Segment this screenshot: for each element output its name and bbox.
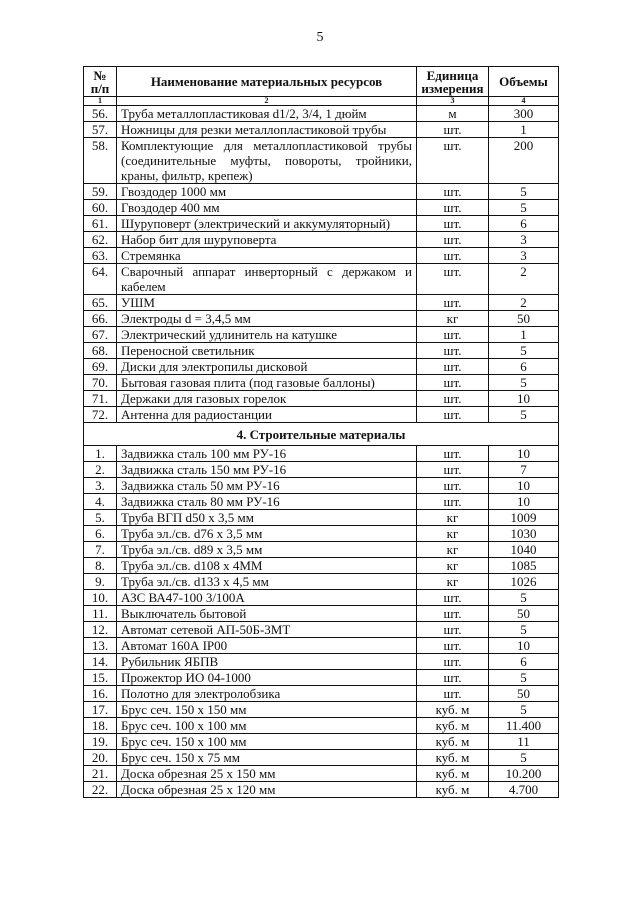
row-number: 9. <box>84 574 117 590</box>
table-row <box>84 106 559 122</box>
row-number: 4. <box>84 494 117 510</box>
resources-table <box>83 66 559 798</box>
volume-value: 10 <box>489 478 559 494</box>
unit-of-measure: шт. <box>417 248 489 264</box>
volume-value: 5 <box>489 590 559 606</box>
resource-name: Брус сеч. 150 х 100 мм <box>117 734 417 750</box>
column-number: 3 <box>417 97 489 106</box>
table-row <box>84 216 559 232</box>
resource-name: Задвижка сталь 80 мм РУ-16 <box>117 494 417 510</box>
resource-name: Рубильник ЯБПВ <box>117 654 417 670</box>
volume-value: 5 <box>489 184 559 200</box>
row-number: 8. <box>84 558 117 574</box>
row-number: 1. <box>84 446 117 462</box>
row-number: 64. <box>84 264 117 295</box>
section-title: 4. Строительные материалы <box>84 423 559 446</box>
row-number: 68. <box>84 343 117 359</box>
table-row <box>84 606 559 622</box>
resource-name: УШМ <box>117 295 417 311</box>
table-row <box>84 232 559 248</box>
row-number: 14. <box>84 654 117 670</box>
row-number: 15. <box>84 670 117 686</box>
unit-of-measure: шт. <box>417 478 489 494</box>
row-number: 57. <box>84 122 117 138</box>
row-number: 56. <box>84 106 117 122</box>
volume-value: 1040 <box>489 542 559 558</box>
table-row <box>84 391 559 407</box>
unit-of-measure: шт. <box>417 606 489 622</box>
table-row <box>84 122 559 138</box>
unit-of-measure: кг <box>417 542 489 558</box>
resource-name: Электрический удлинитель на катушке <box>117 327 417 343</box>
volume-value: 5 <box>489 375 559 391</box>
unit-of-measure: куб. м <box>417 718 489 734</box>
table-row <box>84 542 559 558</box>
volume-value: 6 <box>489 216 559 232</box>
table-row <box>84 574 559 590</box>
row-number: 63. <box>84 248 117 264</box>
unit-of-measure: кг <box>417 311 489 327</box>
unit-of-measure: шт. <box>417 216 489 232</box>
volume-value: 3 <box>489 232 559 248</box>
unit-of-measure: шт. <box>417 654 489 670</box>
volume-value: 7 <box>489 462 559 478</box>
unit-of-measure: шт. <box>417 590 489 606</box>
row-number: 62. <box>84 232 117 248</box>
header-num: № п/п <box>84 67 117 97</box>
unit-of-measure: шт. <box>417 375 489 391</box>
row-number: 17. <box>84 702 117 718</box>
unit-of-measure: куб. м <box>417 766 489 782</box>
volume-value: 5 <box>489 200 559 216</box>
volume-value: 10.200 <box>489 766 559 782</box>
row-number: 67. <box>84 327 117 343</box>
resource-name: Задвижка сталь 150 мм РУ-16 <box>117 462 417 478</box>
row-number: 72. <box>84 407 117 423</box>
volume-value: 6 <box>489 654 559 670</box>
unit-of-measure: шт. <box>417 343 489 359</box>
table-header-row <box>84 67 559 97</box>
resource-name: Ножницы для резки металлопластиковой трубы <box>117 122 417 138</box>
row-number: 10. <box>84 590 117 606</box>
unit-of-measure: куб. м <box>417 734 489 750</box>
volume-value: 50 <box>489 606 559 622</box>
row-number: 70. <box>84 375 117 391</box>
unit-of-measure: шт. <box>417 295 489 311</box>
volume-value: 10 <box>489 446 559 462</box>
section-header-row <box>84 423 559 446</box>
table-row <box>84 702 559 718</box>
table-row <box>84 510 559 526</box>
resource-name: Труба эл./св. d108 х 4ММ <box>117 558 417 574</box>
volume-value: 4.700 <box>489 782 559 798</box>
resource-name: Стремянка <box>117 248 417 264</box>
volume-value: 5 <box>489 407 559 423</box>
unit-of-measure: шт. <box>417 184 489 200</box>
resource-name: Шуруповерт (электрический и аккумуляторный) <box>117 216 417 232</box>
resource-name: Набор бит для шуруповерта <box>117 232 417 248</box>
row-number: 20. <box>84 750 117 766</box>
unit-of-measure: шт. <box>417 670 489 686</box>
unit-of-measure: шт. <box>417 446 489 462</box>
column-numbers-row <box>84 97 559 106</box>
table-row <box>84 638 559 654</box>
unit-of-measure: шт. <box>417 264 489 295</box>
resource-name: Автомат 160А IP00 <box>117 638 417 654</box>
row-number: 12. <box>84 622 117 638</box>
column-number: 4 <box>489 97 559 106</box>
header-unit: Единица измерения <box>417 67 489 97</box>
resource-name: Бытовая газовая плита (под газовые баллоны) <box>117 375 417 391</box>
table-row <box>84 734 559 750</box>
header-name: Наименование материальных ресурсов <box>117 67 417 97</box>
table-row <box>84 782 559 798</box>
table-row <box>84 343 559 359</box>
row-number: 5. <box>84 510 117 526</box>
volume-value: 3 <box>489 248 559 264</box>
unit-of-measure: шт. <box>417 494 489 510</box>
unit-of-measure: шт. <box>417 138 489 184</box>
unit-of-measure: шт. <box>417 638 489 654</box>
volume-value: 6 <box>489 359 559 375</box>
row-number: 71. <box>84 391 117 407</box>
volume-value: 1 <box>489 122 559 138</box>
table-row <box>84 718 559 734</box>
resource-name: Труба эл./св. d89 х 3,5 мм <box>117 542 417 558</box>
resource-name: Брус сеч. 100 х 100 мм <box>117 718 417 734</box>
volume-value: 1009 <box>489 510 559 526</box>
volume-value: 5 <box>489 750 559 766</box>
row-number: 69. <box>84 359 117 375</box>
unit-of-measure: шт. <box>417 622 489 638</box>
table-row <box>84 526 559 542</box>
volume-value: 300 <box>489 106 559 122</box>
unit-of-measure: шт. <box>417 686 489 702</box>
volume-value: 11 <box>489 734 559 750</box>
table-row <box>84 375 559 391</box>
unit-of-measure: кг <box>417 558 489 574</box>
resource-name: Доска обрезная 25 х 150 мм <box>117 766 417 782</box>
resource-name: Прожектор ИО 04-1000 <box>117 670 417 686</box>
row-number: 65. <box>84 295 117 311</box>
table-row <box>84 766 559 782</box>
table-row <box>84 462 559 478</box>
resource-name: Труба металлопластиковая d1/2, 3/4, 1 дюйм <box>117 106 417 122</box>
resource-name: Брус сеч. 150 х 75 мм <box>117 750 417 766</box>
unit-of-measure: шт. <box>417 462 489 478</box>
resource-name: Брус сеч. 150 х 150 мм <box>117 702 417 718</box>
volume-value: 2 <box>489 295 559 311</box>
table-row <box>84 295 559 311</box>
column-number: 2 <box>117 97 417 106</box>
resource-name: Электроды d = 3,4,5 мм <box>117 311 417 327</box>
row-number: 18. <box>84 718 117 734</box>
volume-value: 50 <box>489 311 559 327</box>
resource-name: Задвижка сталь 100 мм РУ-16 <box>117 446 417 462</box>
volume-value: 200 <box>489 138 559 184</box>
row-number: 61. <box>84 216 117 232</box>
resource-name: Сварочный аппарат инверторный с держаком и кабелем <box>117 264 417 295</box>
unit-of-measure: шт. <box>417 327 489 343</box>
table-row <box>84 311 559 327</box>
row-number: 7. <box>84 542 117 558</box>
unit-of-measure: шт. <box>417 200 489 216</box>
row-number: 22. <box>84 782 117 798</box>
table-row <box>84 654 559 670</box>
volume-value: 5 <box>489 343 559 359</box>
page-number: 5 <box>316 30 324 45</box>
unit-of-measure: куб. м <box>417 750 489 766</box>
resource-name: Переносной светильник <box>117 343 417 359</box>
unit-of-measure: шт. <box>417 232 489 248</box>
row-number: 13. <box>84 638 117 654</box>
volume-value: 1030 <box>489 526 559 542</box>
unit-of-measure: м <box>417 106 489 122</box>
header-volume: Объемы <box>489 67 559 97</box>
row-number: 2. <box>84 462 117 478</box>
resource-name: Автомат сетевой АП-50Б-3МТ <box>117 622 417 638</box>
resource-name: АЗС ВА47-100 3/100А <box>117 590 417 606</box>
row-number: 59. <box>84 184 117 200</box>
unit-of-measure: куб. м <box>417 782 489 798</box>
table-row <box>84 446 559 462</box>
resource-name: Труба эл./св. d133 х 4,5 мм <box>117 574 417 590</box>
row-number: 58. <box>84 138 117 184</box>
table-row <box>84 184 559 200</box>
resource-name: Доска обрезная 25 х 120 мм <box>117 782 417 798</box>
table-row <box>84 407 559 423</box>
row-number: 60. <box>84 200 117 216</box>
volume-value: 5 <box>489 670 559 686</box>
table-row <box>84 264 559 295</box>
volume-value: 5 <box>489 702 559 718</box>
table-row <box>84 138 559 184</box>
volume-value: 11.400 <box>489 718 559 734</box>
table-row <box>84 558 559 574</box>
volume-value: 2 <box>489 264 559 295</box>
resource-name: Выключатель бытовой <box>117 606 417 622</box>
unit-of-measure: кг <box>417 510 489 526</box>
resource-name: Гвоздодер 1000 мм <box>117 184 417 200</box>
resource-name: Труба эл./св. d76 х 3,5 мм <box>117 526 417 542</box>
table-row <box>84 670 559 686</box>
resource-name: Комплектующие для металлопластиковой трубы (соединительные муфты, повороты, тройники, краны, фильтр, крепеж) <box>117 138 417 184</box>
table-row <box>84 750 559 766</box>
resource-name: Держаки для газовых горелок <box>117 391 417 407</box>
row-number: 21. <box>84 766 117 782</box>
resource-name: Гвоздодер 400 мм <box>117 200 417 216</box>
unit-of-measure: шт. <box>417 407 489 423</box>
row-number: 6. <box>84 526 117 542</box>
unit-of-measure: кг <box>417 574 489 590</box>
unit-of-measure: куб. м <box>417 702 489 718</box>
unit-of-measure: кг <box>417 526 489 542</box>
resource-name: Труба ВГП d50 х 3,5 мм <box>117 510 417 526</box>
column-number: 1 <box>84 97 117 106</box>
unit-of-measure: шт. <box>417 359 489 375</box>
unit-of-measure: шт. <box>417 391 489 407</box>
volume-value: 1 <box>489 327 559 343</box>
volume-value: 10 <box>489 494 559 510</box>
row-number: 3. <box>84 478 117 494</box>
table-body <box>84 106 559 798</box>
volume-value: 1085 <box>489 558 559 574</box>
table-row <box>84 478 559 494</box>
resource-name: Задвижка сталь 50 мм РУ-16 <box>117 478 417 494</box>
table-row <box>84 200 559 216</box>
volume-value: 1026 <box>489 574 559 590</box>
unit-of-measure: шт. <box>417 122 489 138</box>
volume-value: 10 <box>489 391 559 407</box>
row-number: 16. <box>84 686 117 702</box>
resource-name: Диски для электропилы дисковой <box>117 359 417 375</box>
table-row <box>84 327 559 343</box>
table-row <box>84 622 559 638</box>
volume-value: 50 <box>489 686 559 702</box>
resource-name: Антенна для радиостанции <box>117 407 417 423</box>
row-number: 11. <box>84 606 117 622</box>
resource-name: Полотно для электролобзика <box>117 686 417 702</box>
volume-value: 5 <box>489 622 559 638</box>
table-row <box>84 248 559 264</box>
volume-value: 10 <box>489 638 559 654</box>
table-row <box>84 686 559 702</box>
table-row <box>84 590 559 606</box>
table-row <box>84 359 559 375</box>
row-number: 66. <box>84 311 117 327</box>
row-number: 19. <box>84 734 117 750</box>
table-row <box>84 494 559 510</box>
